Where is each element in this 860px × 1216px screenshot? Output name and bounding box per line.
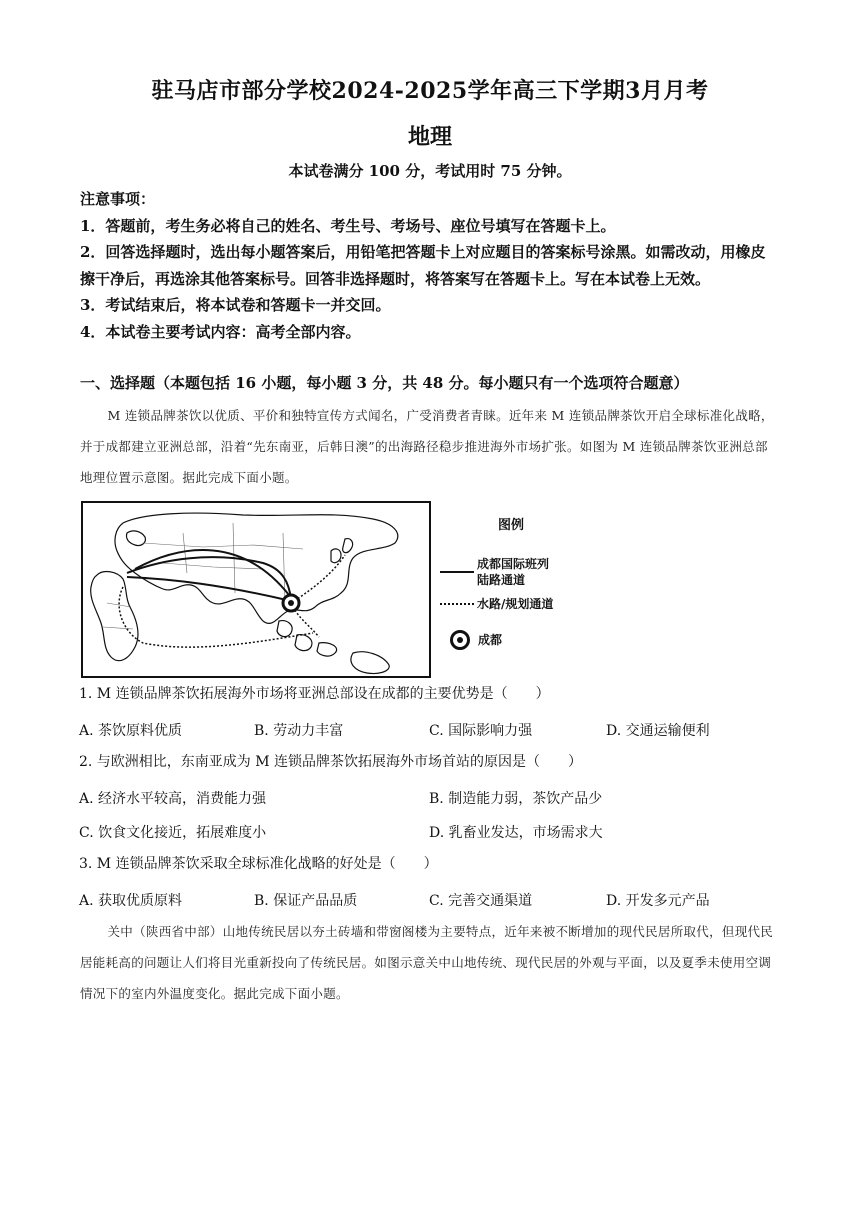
question-1-stem: 1. M 连锁品牌茶饮拓展海外市场将亚洲总部设在成都的主要优势是（ ） — [79, 686, 550, 702]
option-b[interactable]: B. 保证产品品质 — [254, 893, 358, 909]
subject-title: 地理 — [407, 124, 452, 150]
legend-chengdu — [440, 630, 502, 650]
option-a[interactable]: A. 茶饮原料优质 — [79, 723, 183, 739]
exam-title: 驻马店市部分学校2024-2025学年高三下学期3月月考 — [151, 78, 709, 104]
legend-rail-label-1: 成都国际班列 — [477, 557, 550, 571]
chengdu-marker — [283, 595, 299, 611]
note-item: 1．答题前，考生务必将自己的姓名、考生号、考场号、座位号填写在答题卡上。 — [80, 216, 616, 235]
legend-title: 图例 — [498, 518, 525, 533]
passage-tea: M 连锁品牌茶饮以优质、平价和独特宣传方式闻名，广受消费者青睐。近年来 M 连锁品牌茶饮开启全球标准化战略，并于成都建立亚洲总部，沿着“先东南亚，后韩日澳”的出海路径稳步推进海外市场扩张。如图为 M 连锁品牌茶饮亚洲总部地理位置示意图。据此完成下面小题。 — [80, 408, 774, 485]
question-2-stem: 2. 与欧洲相比，东南亚成为 M 连锁品牌茶饮拓展海外市场首站的原因是（ ） — [79, 754, 583, 770]
legend-water-label: 水路/规划通道 — [477, 597, 554, 611]
asia-hq-map — [81, 501, 431, 678]
rail-routes — [127, 550, 291, 601]
note-item: 2．回答选择题时，选出每小题答案后，用铅笔把答题卡上对应题目的答案标号涂黑。如需改动，用橡皮擦干净后，再选涂其他答案标号。回答非选择题时，将答案写在答题卡上。写在本试卷上无效。 — [80, 243, 766, 288]
rail-line-swatch — [440, 571, 474, 573]
legend-chengdu-label: 成都 — [478, 633, 503, 647]
chengdu-symbol-icon — [450, 630, 470, 650]
option-c[interactable]: C. 国际影响力强 — [429, 723, 533, 739]
option-c[interactable]: C. 饮食文化接近，拓展难度小 — [79, 825, 267, 841]
note-item: 4．本试卷主要考试内容：高考全部内容。 — [80, 322, 361, 341]
notes-block — [80, 186, 780, 345]
legend-rail — [440, 556, 549, 588]
note-item: 3．考试结束后，将本试卷和答题卡一并交回。 — [80, 296, 391, 314]
option-c[interactable]: C. 完善交通渠道 — [429, 893, 533, 909]
option-d[interactable]: D. 乳畜业发达，市场需求大 — [429, 825, 603, 841]
option-b[interactable]: B. 劳动力丰富 — [254, 723, 344, 739]
option-d[interactable]: D. 交通运输便利 — [606, 723, 710, 739]
water-routes — [119, 555, 345, 647]
question-3-stem: 3. M 连锁品牌茶饮采取全球标准化战略的好处是（ ） — [79, 856, 438, 872]
section-title: 一、选择题（本题包括 16 小题，每小题 3 分，共 48 分。每小题只有一个选项符合题意） — [80, 374, 689, 392]
option-b[interactable]: B. 制造能力弱，茶饮产品少 — [429, 791, 603, 807]
option-a[interactable]: A. 获取优质原料 — [79, 893, 183, 909]
option-a[interactable]: A. 经济水平较高，消费能力强 — [79, 791, 267, 807]
map-figure — [83, 503, 429, 676]
exam-info: 本试卷满分 100 分，考试用时 75 分钟。 — [288, 162, 572, 180]
passage-dwellings: 关中（陕西省中部）山地传统民居以夯土砖墙和带窗阁楼为主要特点，近年来被不断增加的现代民居所取代，但现代民居能耗高的问题让人们将目光重新投向了传统民居。如图示意关中山地传统、现代民居的外观与平面，以及夏季未使用空调情况下的室内外温度变化。据此完成下面小题。 — [80, 924, 774, 1001]
water-line-swatch — [440, 603, 474, 605]
notes-heading: 注意事项： — [80, 190, 156, 208]
option-d[interactable]: D. 开发多元产品 — [606, 893, 710, 909]
map-coastlines — [91, 513, 398, 673]
legend-rail-label-2: 陆路通道 — [477, 573, 526, 587]
legend-water — [440, 596, 553, 612]
